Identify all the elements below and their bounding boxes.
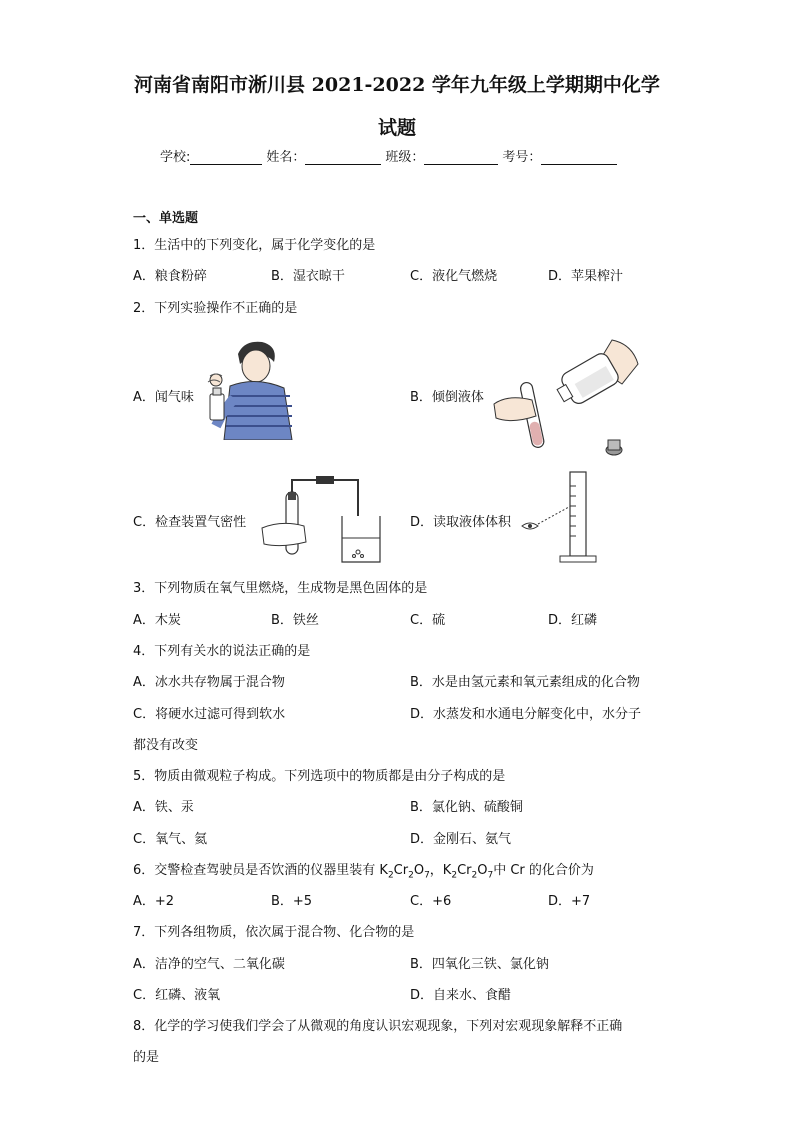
q6-sub-o: 7 <box>424 870 430 881</box>
q4-option-b[interactable]: B．水是由氢元素和氧元素组成的化合物 <box>410 675 640 690</box>
name-label: 姓名： <box>266 150 306 165</box>
q6-option-c[interactable]: C．+6 <box>410 894 452 909</box>
q7-option-d[interactable]: D．自来水、食醋 <box>410 988 512 1003</box>
student-info <box>160 146 621 165</box>
q3-option-a[interactable]: A．木炭 <box>133 613 181 628</box>
reading-cylinder-illustration <box>518 466 598 566</box>
q7-option-a[interactable]: A．洁净的空气、二氧化碳 <box>133 957 285 972</box>
pouring-liquid-illustration <box>492 334 642 458</box>
name-field[interactable] <box>305 150 381 165</box>
school-field[interactable] <box>190 150 262 165</box>
q2-option-c[interactable]: C．检查装置气密性 <box>133 515 247 530</box>
page-title-line1: 河南省南阳市淅川县 2021-2022 学年九年级上学期期中化学 <box>134 74 660 96</box>
q4-option-a[interactable]: A．冰水共存物属于混合物 <box>133 675 285 690</box>
airtightness-check-illustration <box>258 472 388 564</box>
q2-option-b[interactable]: B．倾倒液体 <box>410 390 484 405</box>
q7-option-c[interactable]: C．红磷、液氧 <box>133 988 221 1003</box>
q6-option-a[interactable]: A．+2 <box>133 894 175 909</box>
q1-option-d[interactable]: D．苹果榨汁 <box>548 269 624 284</box>
section-title: 一、单选题 <box>133 211 199 226</box>
q3-option-b[interactable]: B．铁丝 <box>271 613 319 628</box>
q8-stem-line2: 的是 <box>133 1050 160 1065</box>
q2-option-d[interactable]: D．读取液体体积 <box>410 515 512 530</box>
q4-option-d-continued: 都没有改变 <box>133 738 199 753</box>
q4-stem: 4．下列有关水的说法正确的是 <box>133 644 311 659</box>
q3-option-c[interactable]: C．硫 <box>410 613 446 628</box>
q6-stem-part2: ，K <box>429 863 452 878</box>
q6-stem-cr: Cr <box>393 863 409 878</box>
q6-sub-k: 2 <box>387 870 394 881</box>
q6-stem <box>133 859 594 881</box>
q2-stem: 2．下列实验操作不正确的是 <box>133 301 298 316</box>
q8-stem-line1: 8．化学的学习使我们学会了从微观的角度认识宏观现象，下列对宏观现象解释不正确 <box>133 1019 623 1034</box>
q5-option-a[interactable]: A．铁、汞 <box>133 800 194 815</box>
q4-option-c[interactable]: C．将硬水过滤可得到软水 <box>133 707 286 722</box>
q1-option-c[interactable]: C．液化气燃烧 <box>410 269 498 284</box>
q6-sub-cr2: 2 <box>471 870 478 881</box>
number-field[interactable] <box>541 150 617 165</box>
q1-option-b[interactable]: B．湿衣晾干 <box>271 269 345 284</box>
q5-option-c[interactable]: C．氧气、氦 <box>133 832 208 847</box>
q6-stem-o: O <box>413 863 425 878</box>
q1-stem: 1．生活中的下列变化，属于化学变化的是 <box>133 238 376 253</box>
q6-stem-o2: O <box>477 863 488 878</box>
page-title-line2: 试题 <box>377 117 416 139</box>
smelling-boy-illustration <box>200 336 296 440</box>
number-label: 考号： <box>502 150 542 165</box>
q6-sub-o2: 7 <box>487 870 494 881</box>
q6-sub-k2: 2 <box>451 870 458 881</box>
q6-option-b[interactable]: B．+5 <box>271 894 313 909</box>
q1-option-a[interactable]: A．粮食粉碎 <box>133 269 207 284</box>
class-label: 班级： <box>385 150 425 165</box>
q7-stem: 7．下列各组物质，依次属于混合物、化合物的是 <box>133 925 415 940</box>
q6-stem-cr2: Cr <box>457 863 472 878</box>
q2-option-a[interactable]: A．闻气味 <box>133 390 194 405</box>
q6-sub-cr: 2 <box>408 870 414 881</box>
q5-option-b[interactable]: B．氯化钠、硫酸铜 <box>410 800 523 815</box>
q6-stem-part1: 6．交警检查驾驶员是否饮酒的仪器里装有 K <box>133 863 388 878</box>
q6-stem-part3: 中 Cr 的化合价为 <box>493 863 594 878</box>
q7-option-b[interactable]: B．四氧化三铁、氯化钠 <box>410 957 549 972</box>
q3-option-d[interactable]: D．红磷 <box>548 613 598 628</box>
school-label: 学校: <box>160 150 191 165</box>
q6-option-d[interactable]: D．+7 <box>548 894 591 909</box>
q4-option-d[interactable]: D．水蒸发和水通电分解变化中，水分子 <box>410 707 642 722</box>
q3-stem: 3．下列物质在氧气里燃烧，生成物是黑色固体的是 <box>133 581 428 596</box>
class-field[interactable] <box>424 150 498 165</box>
q5-option-d[interactable]: D．金刚石、氨气 <box>410 832 512 847</box>
q5-stem: 5．物质由微观粒子构成。下列选项中的物质都是由分子构成的是 <box>133 769 506 784</box>
